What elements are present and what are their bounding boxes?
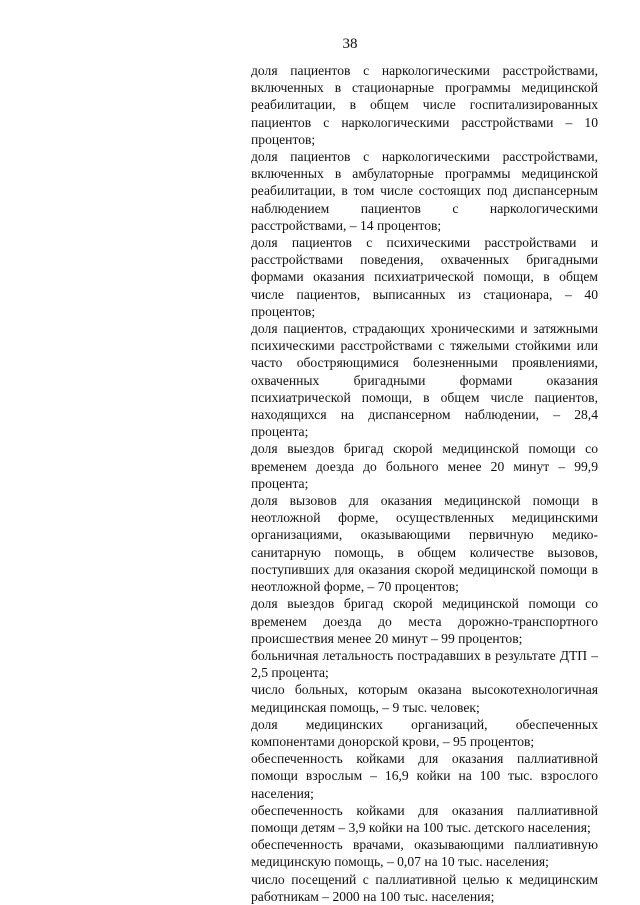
paragraph: обеспеченность врачами, оказывающими паллиативную медицинскую помощь, – 0,07 на 10 тыс. населения; xyxy=(251,837,598,870)
paragraph: доля пациентов с наркологическими расстройствами, включенных в стационарные программы медицинской реабилитации, в общем числе госпитализированных пациентов с наркологическими расстройствами – 10 процентов; xyxy=(251,63,598,147)
paragraph: доля выездов бригад скорой медицинской помощи со временем доезда до больного менее 20 минут – 99,9 процента; xyxy=(251,441,598,491)
page-number: 38 xyxy=(342,36,358,52)
paragraph: доля пациентов, страдающих хроническими и затяжными психическими расстройствами с тяжелыми стойкими или часто обостряющимися болезненными проявлениями, охваченных бригадными формами оказания психиатрической помощи, в общем числе пациентов, находящихся на диспансерном наблюдении, – 28,4 процента; xyxy=(251,321,598,440)
paragraph: доля выездов бригад скорой медицинской помощи со временем доезда до места дорожно-транспортного происшествия менее 20 минут – 99 процентов; xyxy=(251,596,598,646)
paragraph: доля вызовов для оказания медицинской помощи в неотложной форме, осуществленных медицинскими организациями, оказывающими первичную медико-санитарную помощь, в общем количестве вызовов, поступивших для оказания скорой медицинской помощи в неотложной форме, – 70 процентов; xyxy=(251,493,598,595)
paragraph: доля пациентов с психическими расстройствами и расстройствами поведения, охваченных бригадными формами оказания психиатрической помощи, в общем числе пациентов, выписанных из стационара, – 40 процентов; xyxy=(251,235,598,319)
paragraph: доля медицинских организаций, обеспеченных компонентами донорской крови, – 95 процентов; xyxy=(251,716,598,749)
paragraph: число больных, которым оказана высокотехнологичная медицинская помощь, – 9 тыс. человек; xyxy=(251,682,598,715)
document-body xyxy=(251,62,598,905)
paragraph: обеспеченность койками для оказания паллиативной помощи детям – 3,9 койки на 100 тыс. детского населения; xyxy=(251,802,598,835)
paragraph: доля пациентов с наркологическими расстройствами, включенных в амбулаторные программы медицинской реабилитации, в том числе состоящих под диспансерным наблюдением пациентов с наркологическими расстройствами, – 14 процентов; xyxy=(251,149,598,233)
paragraph: больничная летальность пострадавших в результате ДТП – 2,5 процента; xyxy=(251,647,598,681)
paragraph: число посещений с паллиативной целью к медицинским работникам – 2000 на 100 тыс. населения; xyxy=(251,871,598,904)
paragraph: обеспеченность койками для оказания паллиативной помощи взрослым – 16,9 койки на 100 тыс. взрослого населения; xyxy=(251,751,598,801)
